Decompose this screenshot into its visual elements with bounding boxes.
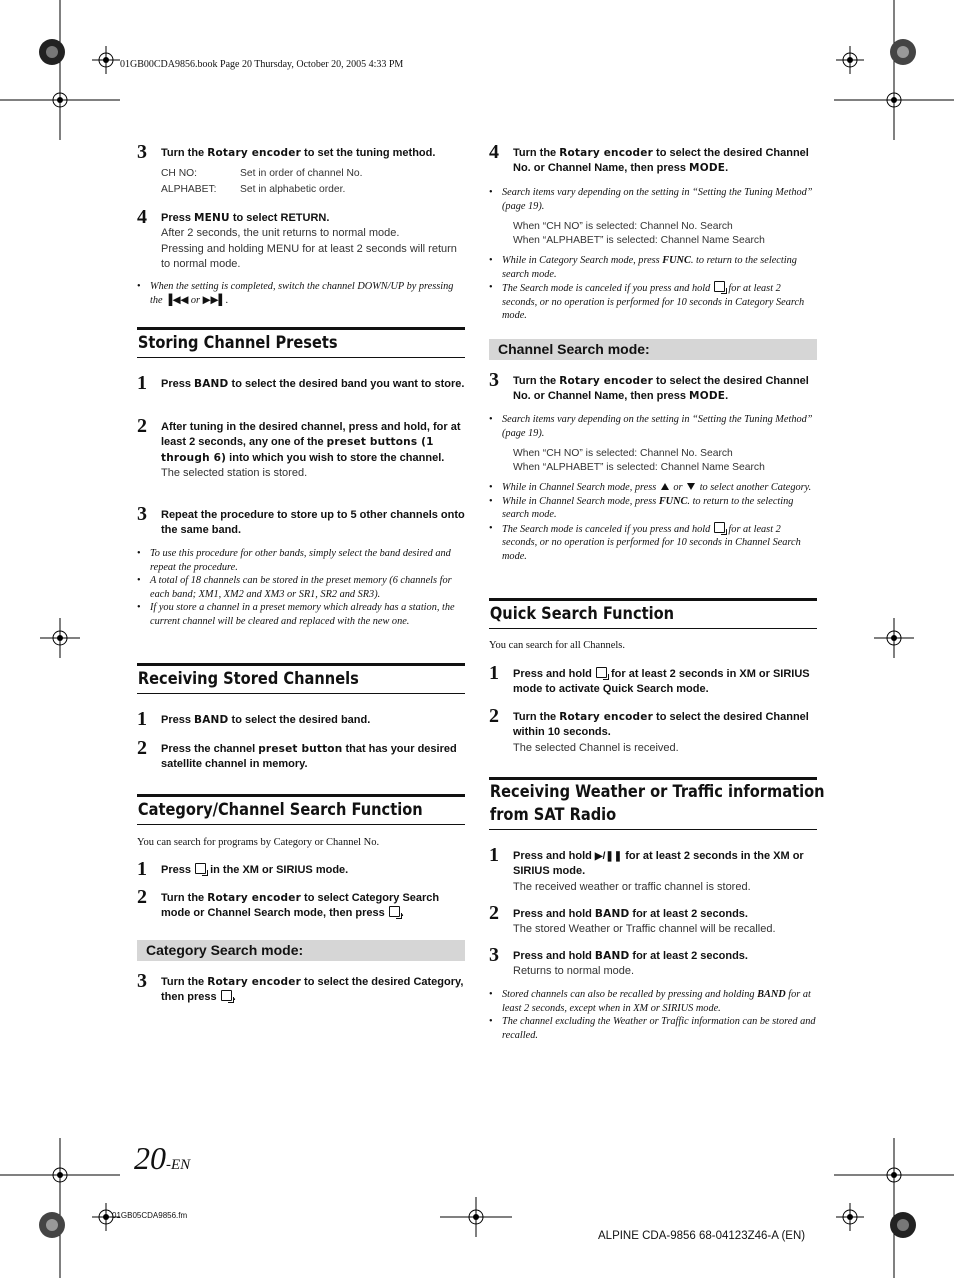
footer-model: ALPINE CDA-9856 68-04123Z46-A (EN): [598, 1230, 806, 1242]
category-step-4: 4 Turn the Rotary encoder to select the desired Channel No. or Channel Name, then press MODE.: [489, 141, 809, 175]
storing-step-2: 2 After tuning in the desired channel, press and hold, for at least 2 seconds, any one of the preset buttons (1 through 6) into which you wish to store the channel. The selected station is stored.: [137, 415, 461, 480]
category-intro: You can search for programs by Category or Channel No.: [137, 837, 380, 848]
method-ch-no: CH NO:: [161, 168, 198, 179]
receiving-step-2: 2 Press the channel preset button that has your desired satellite channel in memory.: [137, 737, 457, 771]
section-receiving-stored: Receiving Stored Channels: [137, 663, 465, 694]
quick-step-2: 2 Turn the Rotary encoder to select the desired Channel within 10 seconds. The selected Channel is received.: [489, 705, 809, 754]
when-ch-no-1: When “CH NO” is selected: Channel No. Search When “ALPHABET” is selected: Channel Name Search: [513, 221, 765, 246]
storing-step-3: 3 Repeat the procedure to store up to 5 other channels onto the same band.: [137, 503, 465, 537]
search-button-icon: [714, 281, 725, 292]
book-header: 01GB00CDA9856.book Page 20 Thursday, October 20, 2005 4:33 PM: [120, 59, 404, 70]
search-button-icon: [596, 667, 607, 678]
search-button-icon: [221, 990, 232, 1001]
quick-intro: You can search for all Channels.: [489, 640, 625, 651]
next-track-icon: ▶▶▌: [202, 294, 226, 306]
category-notes-2: • While in Category Search mode, press FUNC. to return to the selecting search mode. • The Search mode is canceled if you press and hold for at least 2 seconds, or no operation is performed for 10 seconds in Category Search mode.: [489, 254, 817, 323]
weather-step-2: 2 Press and hold BAND for at least 2 seconds. The stored Weather or Traffic channel will be recalled.: [489, 902, 776, 936]
quick-step-1: 1 Press and hold for at least 2 seconds in XM or SIRIUS mode to activate Quick Search mode.: [489, 662, 810, 696]
step-4-menu: 4 Press MENU to select RETURN. After 2 seconds, the unit returns to normal mode. Pressing and holding MENU for at least 2 seconds will return to normal mode.: [137, 206, 457, 271]
section-storing-presets: Storing Channel Presets: [137, 327, 465, 358]
receiving-step-1: 1 Press BAND to select the desired band.: [137, 708, 371, 730]
up-arrow-icon: [661, 483, 669, 490]
section-weather-traffic: Receiving Weather or Traffic information from SAT Radio: [489, 777, 817, 830]
category-step-1: 1 Press in the XM or SIRIUS mode.: [137, 858, 349, 880]
footer-filename: 01GB05CDA9856.fm: [112, 1211, 188, 1220]
category-step-3: 3 Turn the Rotary encoder to select the desired Category, then press .: [137, 970, 464, 1004]
channel-search-mode-band: Channel Search mode:: [489, 339, 817, 360]
storing-notes: • To use this procedure for other bands, simply select the band desired and repeat the procedure. • A total of 18 channels can be stored in the preset memory (6 channels for each band; XM1, XM2 and XM3 or SR1, SR2 and SR3). • If you store a channel in a preset memory which already has a station, the current channel will be cleared and replaced with the new one.: [137, 547, 465, 629]
page-number: 20-EN: [134, 1140, 191, 1176]
storing-step-1: 1 Press BAND to select the desired band you want to store.: [137, 372, 465, 394]
weather-step-3: 3 Press and hold BAND for at least 2 seconds. Returns to normal mode.: [489, 944, 748, 978]
play-pause-icon: ▶/❚❚: [594, 851, 623, 862]
section-category-search: Category/Channel Search Function: [137, 794, 465, 825]
section-quick-search: Quick Search Function: [489, 598, 817, 629]
category-search-mode-band: Category Search mode:: [137, 940, 465, 961]
method-alphabet: ALPHABET:: [161, 184, 217, 195]
category-step-2: 2 Turn the Rotary encoder to select Category Search mode or Channel Search mode, then press .: [137, 886, 440, 920]
step-number: 3: [137, 141, 147, 163]
channel-note-1: • Search items vary depending on the setting in “Setting the Tuning Method” (page 19).: [489, 413, 817, 440]
search-button-icon: [195, 863, 206, 874]
when-ch-no-2: When “CH NO” is selected: Channel No. Search When “ALPHABET” is selected: Channel Name Search: [513, 448, 765, 473]
method-alphabet-desc: Set in alphabetic order.: [240, 184, 346, 195]
tuning-note: • When the setting is completed, switch the channel DOWN/UP by pressing the ▐◀◀ or ▶▶▌.: [137, 280, 465, 307]
category-note-1: • Search items vary depending on the setting in “Setting the Tuning Method” (page 19).: [489, 186, 817, 213]
down-arrow-icon: [687, 483, 695, 490]
search-button-icon: [389, 906, 400, 917]
step-3-tuning: 3 Turn the Rotary encoder to set the tuning method.: [137, 141, 436, 163]
search-button-icon: [714, 522, 725, 533]
channel-notes-2: • While in Channel Search mode, press or to select another Category. • While in Channel Search mode, press FUNC. to return to the selecting search mode. • The Search mode is canceled if you press and hold for at least 2 seconds, or no operation is performed for 10 seconds in Channel Search mode.: [489, 481, 817, 564]
weather-step-1: 1 Press and hold ▶/❚❚ for at least 2 seconds in the XM or SIRIUS mode. The received weather or traffic channel is stored.: [489, 844, 804, 893]
channel-step-3: 3 Turn the Rotary encoder to select the desired Channel No. or Channel Name, then press MODE.: [489, 369, 809, 403]
prev-track-icon: ▐◀◀: [165, 294, 189, 306]
weather-notes: • Stored channels can also be recalled by pressing and holding BAND for at least 2 seconds, except when in XM or SIRIUS mode. • The channel excluding the Weather or Traffic information can be stored and recalled.: [489, 988, 817, 1042]
method-ch-no-desc: Set in order of channel No.: [240, 168, 363, 179]
